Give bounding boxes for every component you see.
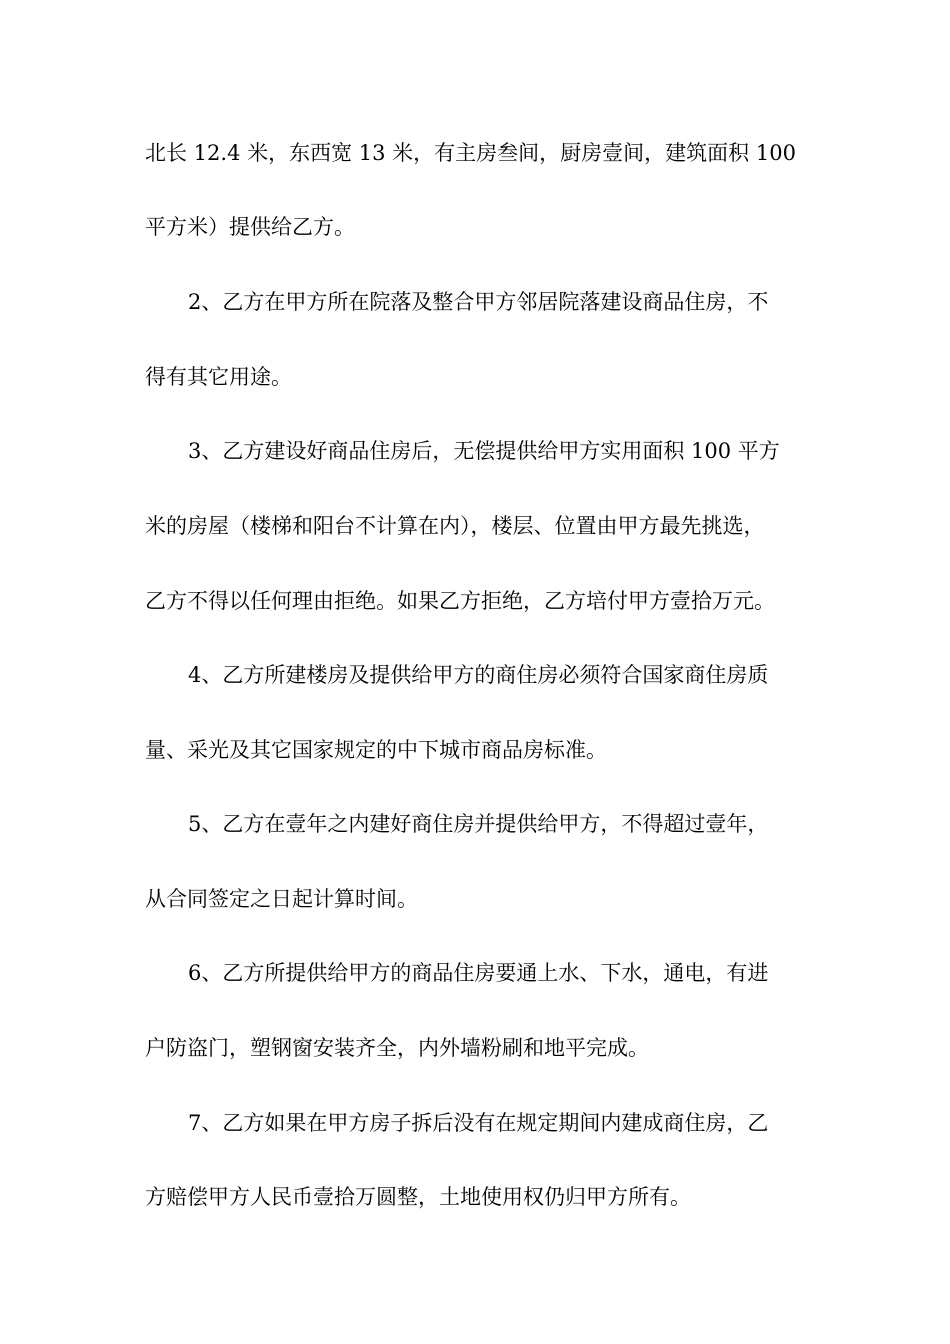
text-line: 方赔偿甲方人民币壹拾万圆整，土地使用权仍归甲方所有。 (145, 1185, 691, 1209)
clause-7-line: 7、乙方如果在甲方房子拆后没有在规定期间内建成商住房，乙 (188, 1111, 769, 1135)
clause-2-line: 2、乙方在甲方所在院落及整合甲方邻居院落建设商品住房，不 (188, 290, 769, 314)
text-line: 从合同签定之日起计算时间。 (145, 887, 418, 911)
text-line: 得有其它用途。 (145, 365, 292, 389)
clause-6-line: 6、乙方所提供给甲方的商品住房要通上水、下水，通电，有进 (188, 961, 769, 985)
text-line: 北长 12.4 米，东西宽 13 米，有主房叁间，厨房壹间，建筑面积 100 (145, 141, 796, 165)
text-line: 平方米）提供给乙方。 (145, 215, 355, 239)
text-line: 乙方不得以任何理由拒绝。如果乙方拒绝，乙方培付甲方壹拾万元。 (145, 589, 775, 613)
clause-3-line: 3、乙方建设好商品住房后，无偿提供给甲方实用面积 100 平方 (188, 439, 780, 463)
text-line: 量、采光及其它国家规定的中下城市商品房标准。 (145, 738, 607, 762)
clause-5-line: 5、乙方在壹年之内建好商住房并提供给甲方，不得超过壹年， (188, 812, 769, 836)
clause-4-line: 4、乙方所建楼房及提供给甲方的商住房必须符合国家商住房质 (188, 663, 769, 687)
text-line: 户防盗门，塑钢窗安装齐全，内外墙粉刷和地平完成。 (145, 1036, 649, 1060)
text-line: 米的房屋（楼梯和阳台不计算在内），楼层、位置由甲方最先挑选， (145, 514, 765, 538)
